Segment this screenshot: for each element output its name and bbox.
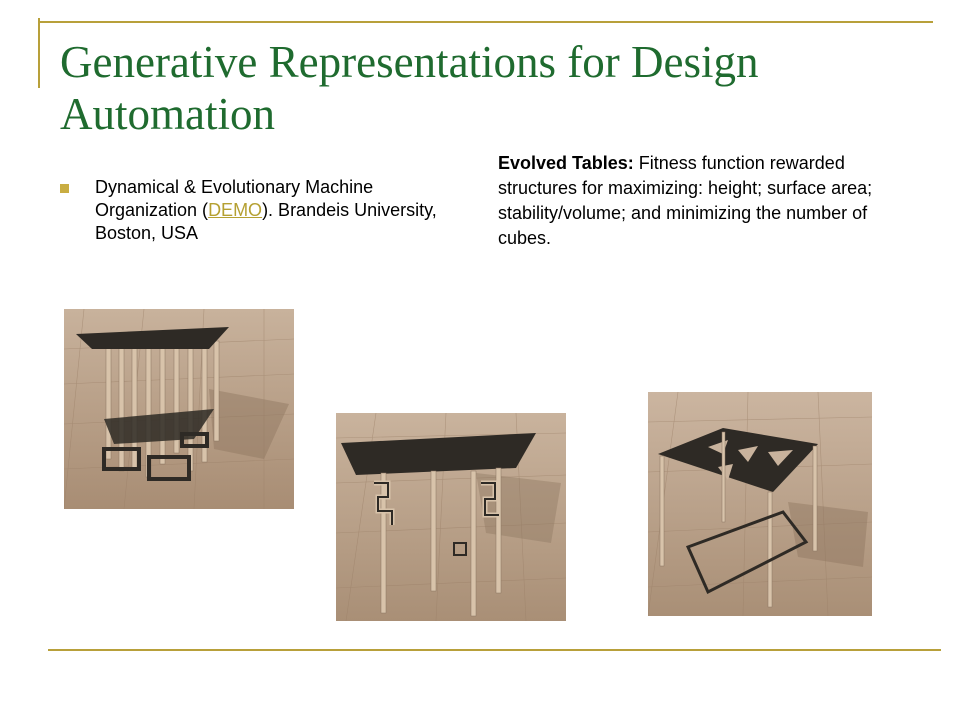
bullet-text-before: Dynamical & Evolutionary Machine Organization (: [95, 177, 374, 220]
bullet-text: [95, 176, 465, 245]
square-bullet-icon: [60, 184, 69, 193]
left-rule: [38, 18, 40, 88]
evolved-table-image-2: [336, 413, 566, 621]
evolved-table-image-1: [64, 309, 294, 509]
evolved-tables-heading: Evolved Tables:: [498, 153, 634, 173]
evolved-tables-body: Fitness function rewarded structures for maximizing: height; surface area; stability/volume; and minimizing the number of cubes.: [498, 153, 873, 248]
bottom-rule: [48, 649, 941, 651]
demo-link[interactable]: DEMO: [208, 200, 263, 220]
evolved-table-image-3: [648, 392, 872, 616]
slide-title: Generative Representations for Design Automation: [60, 37, 759, 139]
evolved-tables-description: [498, 151, 918, 251]
top-rule: [40, 21, 933, 23]
bullet-text-after: ). Brandeis University, Boston, USA: [95, 200, 437, 243]
